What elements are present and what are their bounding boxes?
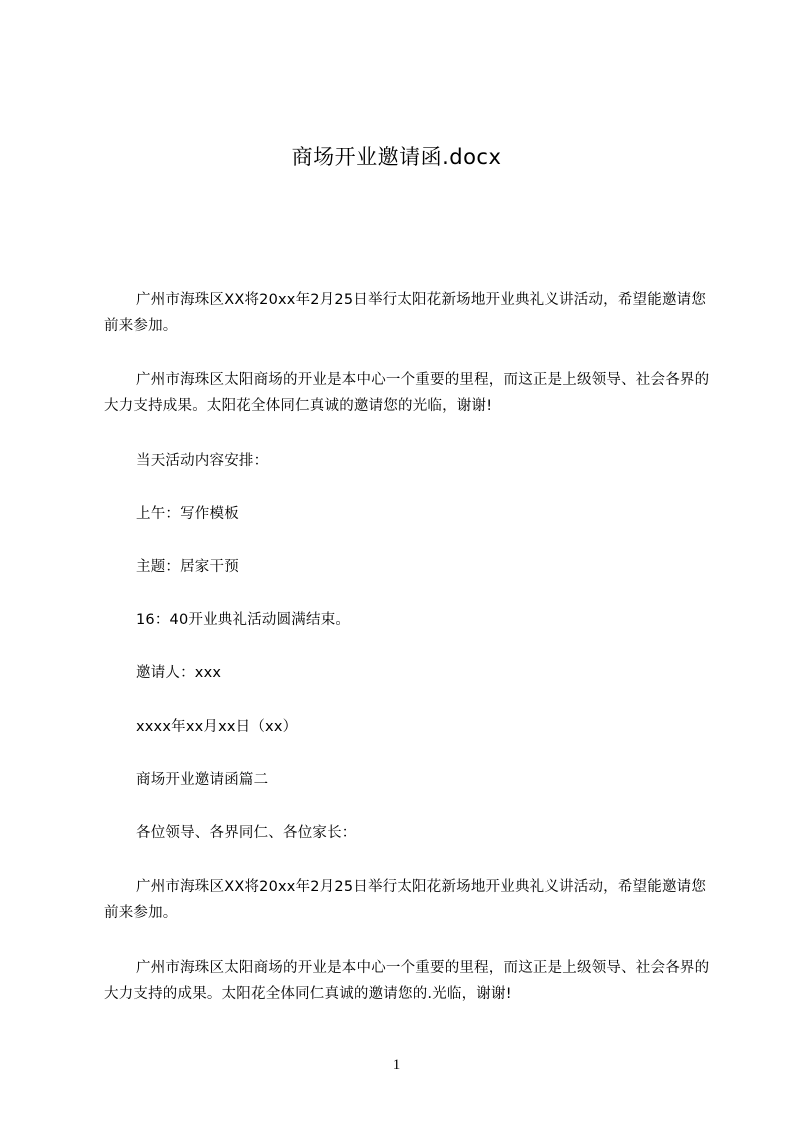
salutation-line <box>104 820 712 846</box>
page-number: 1 <box>392 1057 401 1073</box>
line-text: 各位领导、各界同仁、各位家长： <box>136 825 357 841</box>
document-title: 商场开业邀请函.docx <box>291 145 502 169</box>
paragraph-text: 广州市海珠区XX将20xx年2月25日举行太阳花新场地开业典礼义讲活动，希望能邀请您前来参加。 <box>104 879 707 921</box>
paragraph-text: 广州市海珠区XX将20xx年2月25日举行太阳花新场地开业典礼义讲活动，希望能邀请您前来参加。 <box>104 292 707 334</box>
line-text: 上午：写作模板 <box>136 506 239 522</box>
paragraph-opening-significance-repeat <box>104 955 712 1007</box>
schedule-theme <box>104 554 712 580</box>
paragraph-invitation-intro <box>104 287 712 339</box>
line-text: 16：40开业典礼活动圆满结束。 <box>136 612 351 628</box>
paragraph-invitation-intro-repeat <box>104 874 712 926</box>
paragraph-opening-significance <box>104 367 712 419</box>
date-line <box>104 714 712 740</box>
line-text: 邀请人：xxx <box>136 665 222 681</box>
section-heading-part-two <box>104 767 712 793</box>
inviter-line <box>104 660 712 686</box>
line-text: 主题：居家干预 <box>136 559 239 575</box>
line-text: xxxx年xx月xx日（xx） <box>136 719 298 735</box>
schedule-heading <box>104 448 712 474</box>
line-text: 商场开业邀请函篇二 <box>136 772 269 788</box>
paragraph-text: 广州市海珠区太阳商场的开业是本中心一个重要的里程，而这正是上级领导、社会各界的大力支持的成果。太阳花全体同仁真诚的邀请您的.光临，谢谢! <box>104 960 710 1002</box>
paragraph-text: 广州市海珠区太阳商场的开业是本中心一个重要的里程，而这正是上级领导、社会各界的大力支持成果。太阳花全体同仁真诚的邀请您的光临，谢谢! <box>104 372 710 414</box>
schedule-end-time <box>104 607 712 633</box>
line-text: 当天活动内容安排： <box>136 453 269 469</box>
schedule-morning <box>104 501 712 527</box>
